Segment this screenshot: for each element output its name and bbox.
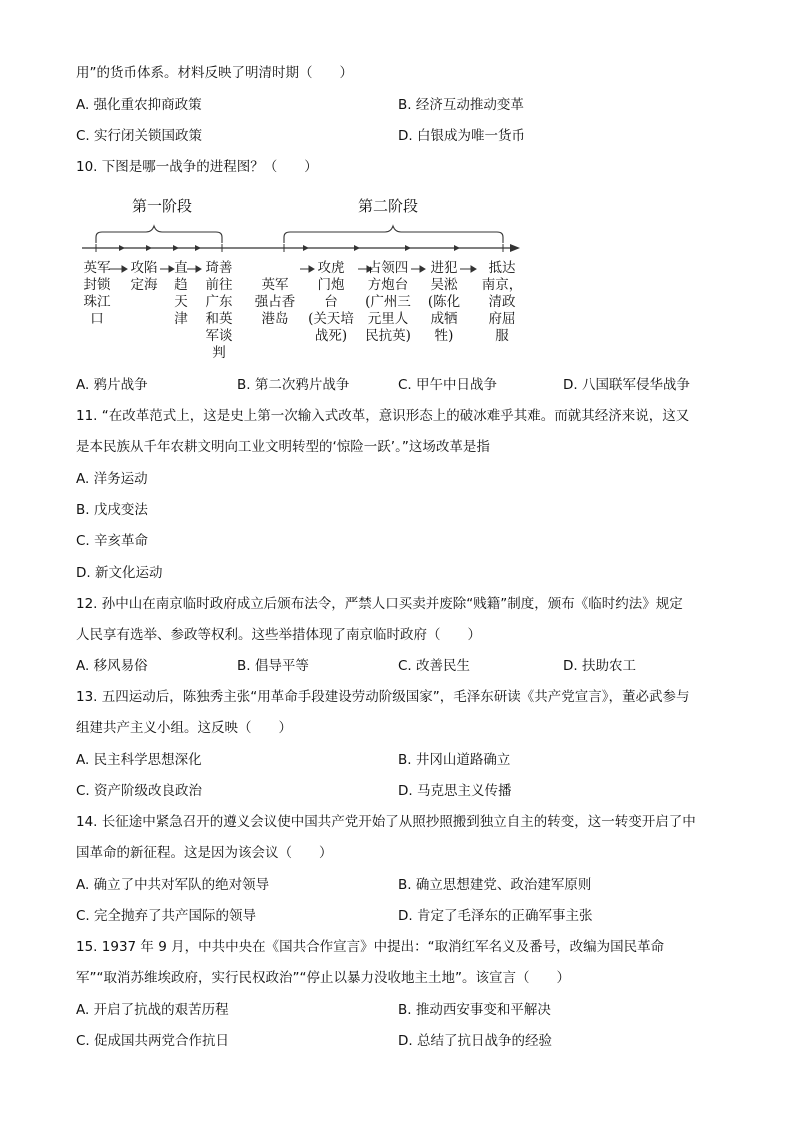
question-13-line-1: 13. 五四运动后，陈独秀主张“用革命手段建设劳动阶级国家”，毛泽东研读《共产党宣言》，董必武参与 xyxy=(76,689,690,705)
q14-option-d[interactable]: D. 肯定了毛泽东的正确军事主张 xyxy=(398,908,593,924)
event-7: 占领四 方炮台 (广州三 元里人 民抗英) xyxy=(365,260,411,344)
timeline-svg xyxy=(80,188,530,258)
q13-option-a[interactable]: A. 民主科学思想深化 xyxy=(76,752,202,768)
question-14-line-2: 国革命的新征程。这是因为该会议（ ） xyxy=(76,845,333,861)
q11-option-a[interactable]: A. 洋务运动 xyxy=(76,471,148,487)
event-8: 进犯 吴淞 (陈化 成牺 牲) xyxy=(427,260,461,344)
q15-option-d[interactable]: D. 总结了抗日战争的经验 xyxy=(398,1033,552,1049)
q14-option-a[interactable]: A. 确立了中共对军队的绝对领导 xyxy=(76,877,270,893)
event-5: 英军 强占香 港岛 xyxy=(254,277,296,327)
question-12-line-2: 人民享有选举、参政等权利。这些举措体现了南京临时政府（ ） xyxy=(76,627,481,643)
q11-option-c[interactable]: C. 辛亥革命 xyxy=(76,533,149,549)
q12-option-c[interactable]: C. 改善民生 xyxy=(398,658,471,674)
q14-option-c[interactable]: C. 完全抛弃了共产国际的领导 xyxy=(76,908,257,924)
q12-option-d[interactable]: D. 扶助农工 xyxy=(563,658,636,674)
q15-option-b[interactable]: B. 推动西安事变和平解决 xyxy=(398,1002,551,1018)
q11-option-d[interactable]: D. 新文化运动 xyxy=(76,565,163,581)
stage-2-label: 第二阶段 xyxy=(358,197,419,215)
stage-2-brace xyxy=(284,226,503,243)
q12-option-b[interactable]: B. 倡导平等 xyxy=(237,658,309,674)
question-11-line-1: 11. “在改革范式上，这是史上第一次输入式改革，意识形态上的破冰难乎其难。而就其经济来说，这又 xyxy=(76,408,690,424)
timeline-arrowhead xyxy=(510,244,520,252)
question-9-tail: 用”的货币体系。材料反映了明清时期（ ） xyxy=(76,65,353,81)
event-3: 直 趋 天 津 xyxy=(174,260,188,327)
q13-option-c[interactable]: C. 资产阶级改良政治 xyxy=(76,783,203,799)
question-10-stem: 10. 下图是哪一战争的进程图？（ ） xyxy=(76,159,318,175)
event-9: 抵达 南京， 清政 府屈 服 xyxy=(481,260,523,344)
q15-option-a[interactable]: A. 开启了抗战的艰苦历程 xyxy=(76,1002,229,1018)
q10-option-d[interactable]: D. 八国联军侵华战争 xyxy=(563,377,690,393)
event-2: 攻陷 定海 xyxy=(130,260,158,293)
question-13-line-2: 组建共产主义小组。这反映（ ） xyxy=(76,720,292,736)
q9-option-d[interactable]: D. 白银成为唯一货币 xyxy=(398,128,525,144)
q12-option-a[interactable]: A. 移风易俗 xyxy=(76,658,148,674)
event-6: 攻虎 门炮 台 (关天培 战死) xyxy=(308,260,354,344)
question-15-line-1: 15. 1937 年 9 月，中共中央在《国共合作宣言》中提出：“取消红军名义及番号，改编为国民革命 xyxy=(76,939,665,955)
stage-1-label: 第一阶段 xyxy=(132,197,193,215)
q15-option-c[interactable]: C. 促成国共两党合作抗日 xyxy=(76,1033,230,1049)
q10-option-c[interactable]: C. 甲午中日战争 xyxy=(398,377,498,393)
stage-1-brace xyxy=(96,226,222,243)
q11-option-b[interactable]: B. 戊戌变法 xyxy=(76,502,148,518)
q13-option-b[interactable]: B. 井冈山道路确立 xyxy=(398,752,511,768)
question-12-line-1: 12. 孙中山在南京临时政府成立后颁布法令，严禁人口买卖并废除“贱籍”制度，颁布《临时约法》规定 xyxy=(76,596,683,612)
question-11-line-2: 是本民族从千年农耕文明向工业文明转型的‘惊险一跃’。”这场改革是指 xyxy=(76,439,490,455)
war-progress-diagram xyxy=(80,188,530,361)
q13-option-d[interactable]: D. 马克思主义传播 xyxy=(398,783,512,799)
q9-option-a[interactable]: A. 强化重农抑商政策 xyxy=(76,97,202,113)
event-4: 琦善 前往 广东 和英 军谈 判 xyxy=(205,260,233,361)
q9-option-b[interactable]: B. 经济互动推动变革 xyxy=(398,97,524,113)
question-15-line-2: 军”“取消苏维埃政府，实行民权政治”“停止以暴力没收地主土地”。该宣言（ ） xyxy=(76,970,570,986)
q9-option-c[interactable]: C. 实行闭关锁国政策 xyxy=(76,128,203,144)
q10-option-a[interactable]: A. 鸦片战争 xyxy=(76,377,148,393)
q14-option-b[interactable]: B. 确立思想建党、政治建军原则 xyxy=(398,877,592,893)
event-1: 英军 封锁 珠江 口 xyxy=(83,260,111,327)
question-14-line-1: 14. 长征途中紧急召开的遵义会议使中国共产党开始了从照抄照搬到独立自主的转变，这一转变开启了中 xyxy=(76,814,696,830)
q10-option-b[interactable]: B. 第二次鸦片战争 xyxy=(237,377,350,393)
